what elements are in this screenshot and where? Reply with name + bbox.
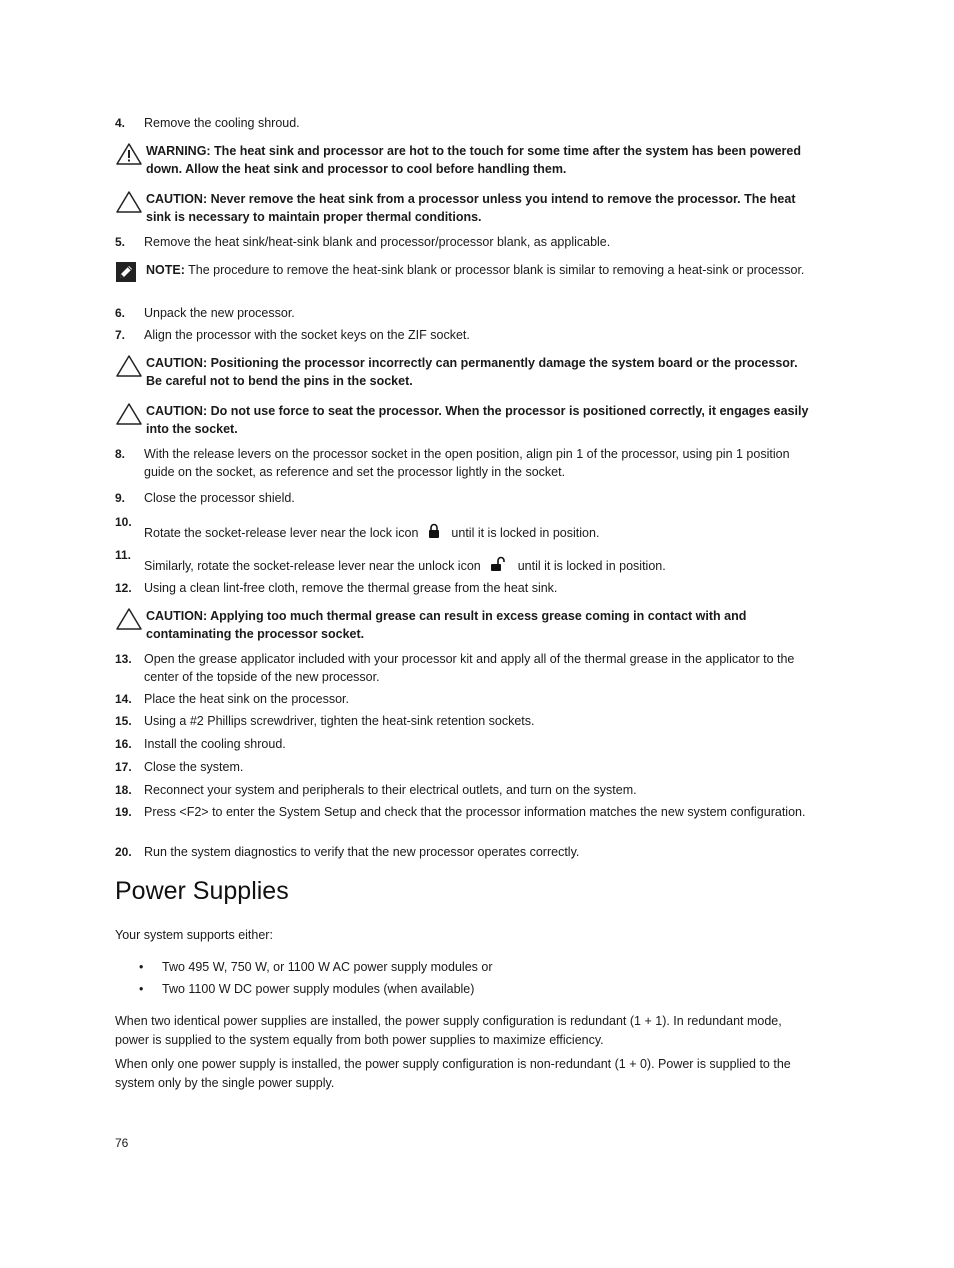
- paragraph-non-redundant: When only one power supply is installed, the power supply configuration is non-redundant (1 + 0). Power is supplied to the system only by the single power supply.: [115, 1057, 791, 1090]
- step-7: [115, 326, 810, 344]
- step-number: 5.: [115, 235, 126, 249]
- step-13: [115, 650, 810, 686]
- step-text: Using a clean lint-free cloth, remove the thermal grease from the heat sink.: [144, 581, 558, 595]
- list-item-text: Two 495 W, 750 W, or 1100 W AC power supply modules or: [162, 960, 493, 974]
- step-number: 19.: [115, 805, 132, 819]
- warning-text: WARNING: The heat sink and processor are hot to the touch for some time after the system has been powered down. Allow the heat sink and processor to cool before handling them.: [146, 144, 801, 176]
- step-number: 14.: [115, 692, 132, 706]
- step-15: [115, 712, 810, 730]
- caution-notice: [115, 607, 810, 643]
- step-5: [115, 233, 810, 251]
- caution-triangle-icon: [115, 402, 146, 426]
- step-number: 4.: [115, 116, 126, 130]
- caution-text: CAUTION: Never remove the heat sink from a processor unless you intend to remove the processor. The heat sink is necessary to maintain proper thermal conditions.: [146, 192, 796, 224]
- step-text: Remove the heat sink/heat-sink blank and processor/processor blank, as applicable.: [144, 235, 611, 249]
- step-number: 15.: [115, 714, 132, 728]
- step-number: 16.: [115, 737, 132, 751]
- step-number: 11.: [115, 548, 132, 562]
- bullet-marker: •: [139, 982, 144, 996]
- caution-notice: [115, 402, 810, 438]
- step-14: [115, 690, 810, 708]
- step-number: 9.: [115, 491, 126, 505]
- step-number: 12.: [115, 581, 132, 595]
- warning-triangle-icon: [115, 142, 146, 166]
- step-9: [115, 489, 810, 507]
- step-10: [115, 513, 810, 544]
- note-text: The procedure to remove the heat-sink blank or processor blank is similar to removing a heat-sink or processor.: [184, 263, 805, 277]
- step-8: [115, 445, 810, 481]
- step-text: Open the grease applicator included with your processor kit and apply all of the thermal grease in the applicator to the center of the topside of the new processor.: [144, 652, 795, 684]
- step-text: Unpack the new processor.: [144, 306, 295, 320]
- step-19: [115, 803, 810, 821]
- unlock-icon: [490, 556, 506, 577]
- step-text: Similarly, rotate the socket-release lever near the unlock icon: [144, 559, 481, 573]
- step-text-after: until it is locked in position.: [517, 559, 666, 573]
- step-text: Close the system.: [144, 760, 244, 774]
- step-text: Reconnect your system and peripherals to their electrical outlets, and turn on the system.: [144, 783, 637, 797]
- caution-triangle-icon: [115, 607, 146, 631]
- step-text: Run the system diagnostics to verify that the new processor operates correctly.: [144, 845, 580, 859]
- step-17: [115, 758, 810, 776]
- step-text-after: until it is locked in position.: [451, 526, 600, 540]
- list-item-text: Two 1100 W DC power supply modules (when available): [162, 982, 475, 996]
- step-number: 6.: [115, 306, 126, 320]
- step-text: Place the heat sink on the processor.: [144, 692, 349, 706]
- step-number: 7.: [115, 328, 126, 342]
- step-text: Close the processor shield.: [144, 491, 295, 505]
- bullet-marker: •: [139, 960, 144, 974]
- caution-triangle-icon: [115, 354, 146, 378]
- step-number: 13.: [115, 652, 132, 666]
- note-label: NOTE:: [146, 263, 185, 277]
- step-text: Press <F2> to enter the System Setup and check that the processor information matches the new system configuration.: [144, 805, 806, 819]
- lock-icon: [428, 523, 440, 544]
- caution-notice: [115, 190, 810, 226]
- step-text: Install the cooling shroud.: [144, 737, 286, 751]
- caution-triangle-icon: [115, 190, 146, 214]
- list-item: [139, 958, 492, 976]
- page-number: 76: [115, 1136, 129, 1150]
- note-pencil-icon: [115, 261, 146, 283]
- caution-text: CAUTION: Applying too much thermal grease can result in excess grease coming in contact with and contaminating the processor socket.: [146, 609, 747, 641]
- caution-notice: [115, 354, 810, 390]
- section-title: Power Supplies: [115, 877, 289, 905]
- step-text: Using a #2 Phillips screwdriver, tighten the heat-sink retention sockets.: [144, 714, 535, 728]
- step-20: [115, 843, 810, 861]
- step-number: 18.: [115, 783, 132, 797]
- list-item: [139, 980, 474, 998]
- step-16: [115, 735, 810, 753]
- step-number: 17.: [115, 760, 132, 774]
- step-number: 8.: [115, 447, 126, 461]
- step-18: [115, 781, 810, 799]
- step-number: 10.: [115, 515, 132, 529]
- paragraph-redundant: When two identical power supplies are installed, the power supply configuration is redundant (1 + 1). In redundant mode, power is supplied to the system equally from both power supplies to maximize efficiency.: [115, 1014, 782, 1047]
- section-intro: Your system supports either:: [115, 928, 273, 942]
- caution-text: CAUTION: Positioning the processor incorrectly can permanently damage the system board or the processor. Be careful not to bend the pins in the socket.: [146, 356, 798, 388]
- step-12: [115, 579, 810, 597]
- caution-text: CAUTION: Do not use force to seat the processor. When the processor is positioned correctly, it engages easily into the socket.: [146, 404, 809, 436]
- step-text: Remove the cooling shroud.: [144, 116, 300, 130]
- step-6: [115, 304, 810, 322]
- step-4: [115, 114, 810, 132]
- step-text: Align the processor with the socket keys on the ZIF socket.: [144, 328, 470, 342]
- step-number: 20.: [115, 845, 132, 859]
- step-text: Rotate the socket-release lever near the lock icon: [144, 526, 419, 540]
- warning-notice: [115, 142, 810, 178]
- note-notice: [115, 261, 810, 283]
- step-11: [115, 546, 810, 577]
- step-text: With the release levers on the processor socket in the open position, align pin 1 of the processor, using pin 1 position guide on the socket, as reference and set the processor lightly in the socket.: [144, 447, 790, 479]
